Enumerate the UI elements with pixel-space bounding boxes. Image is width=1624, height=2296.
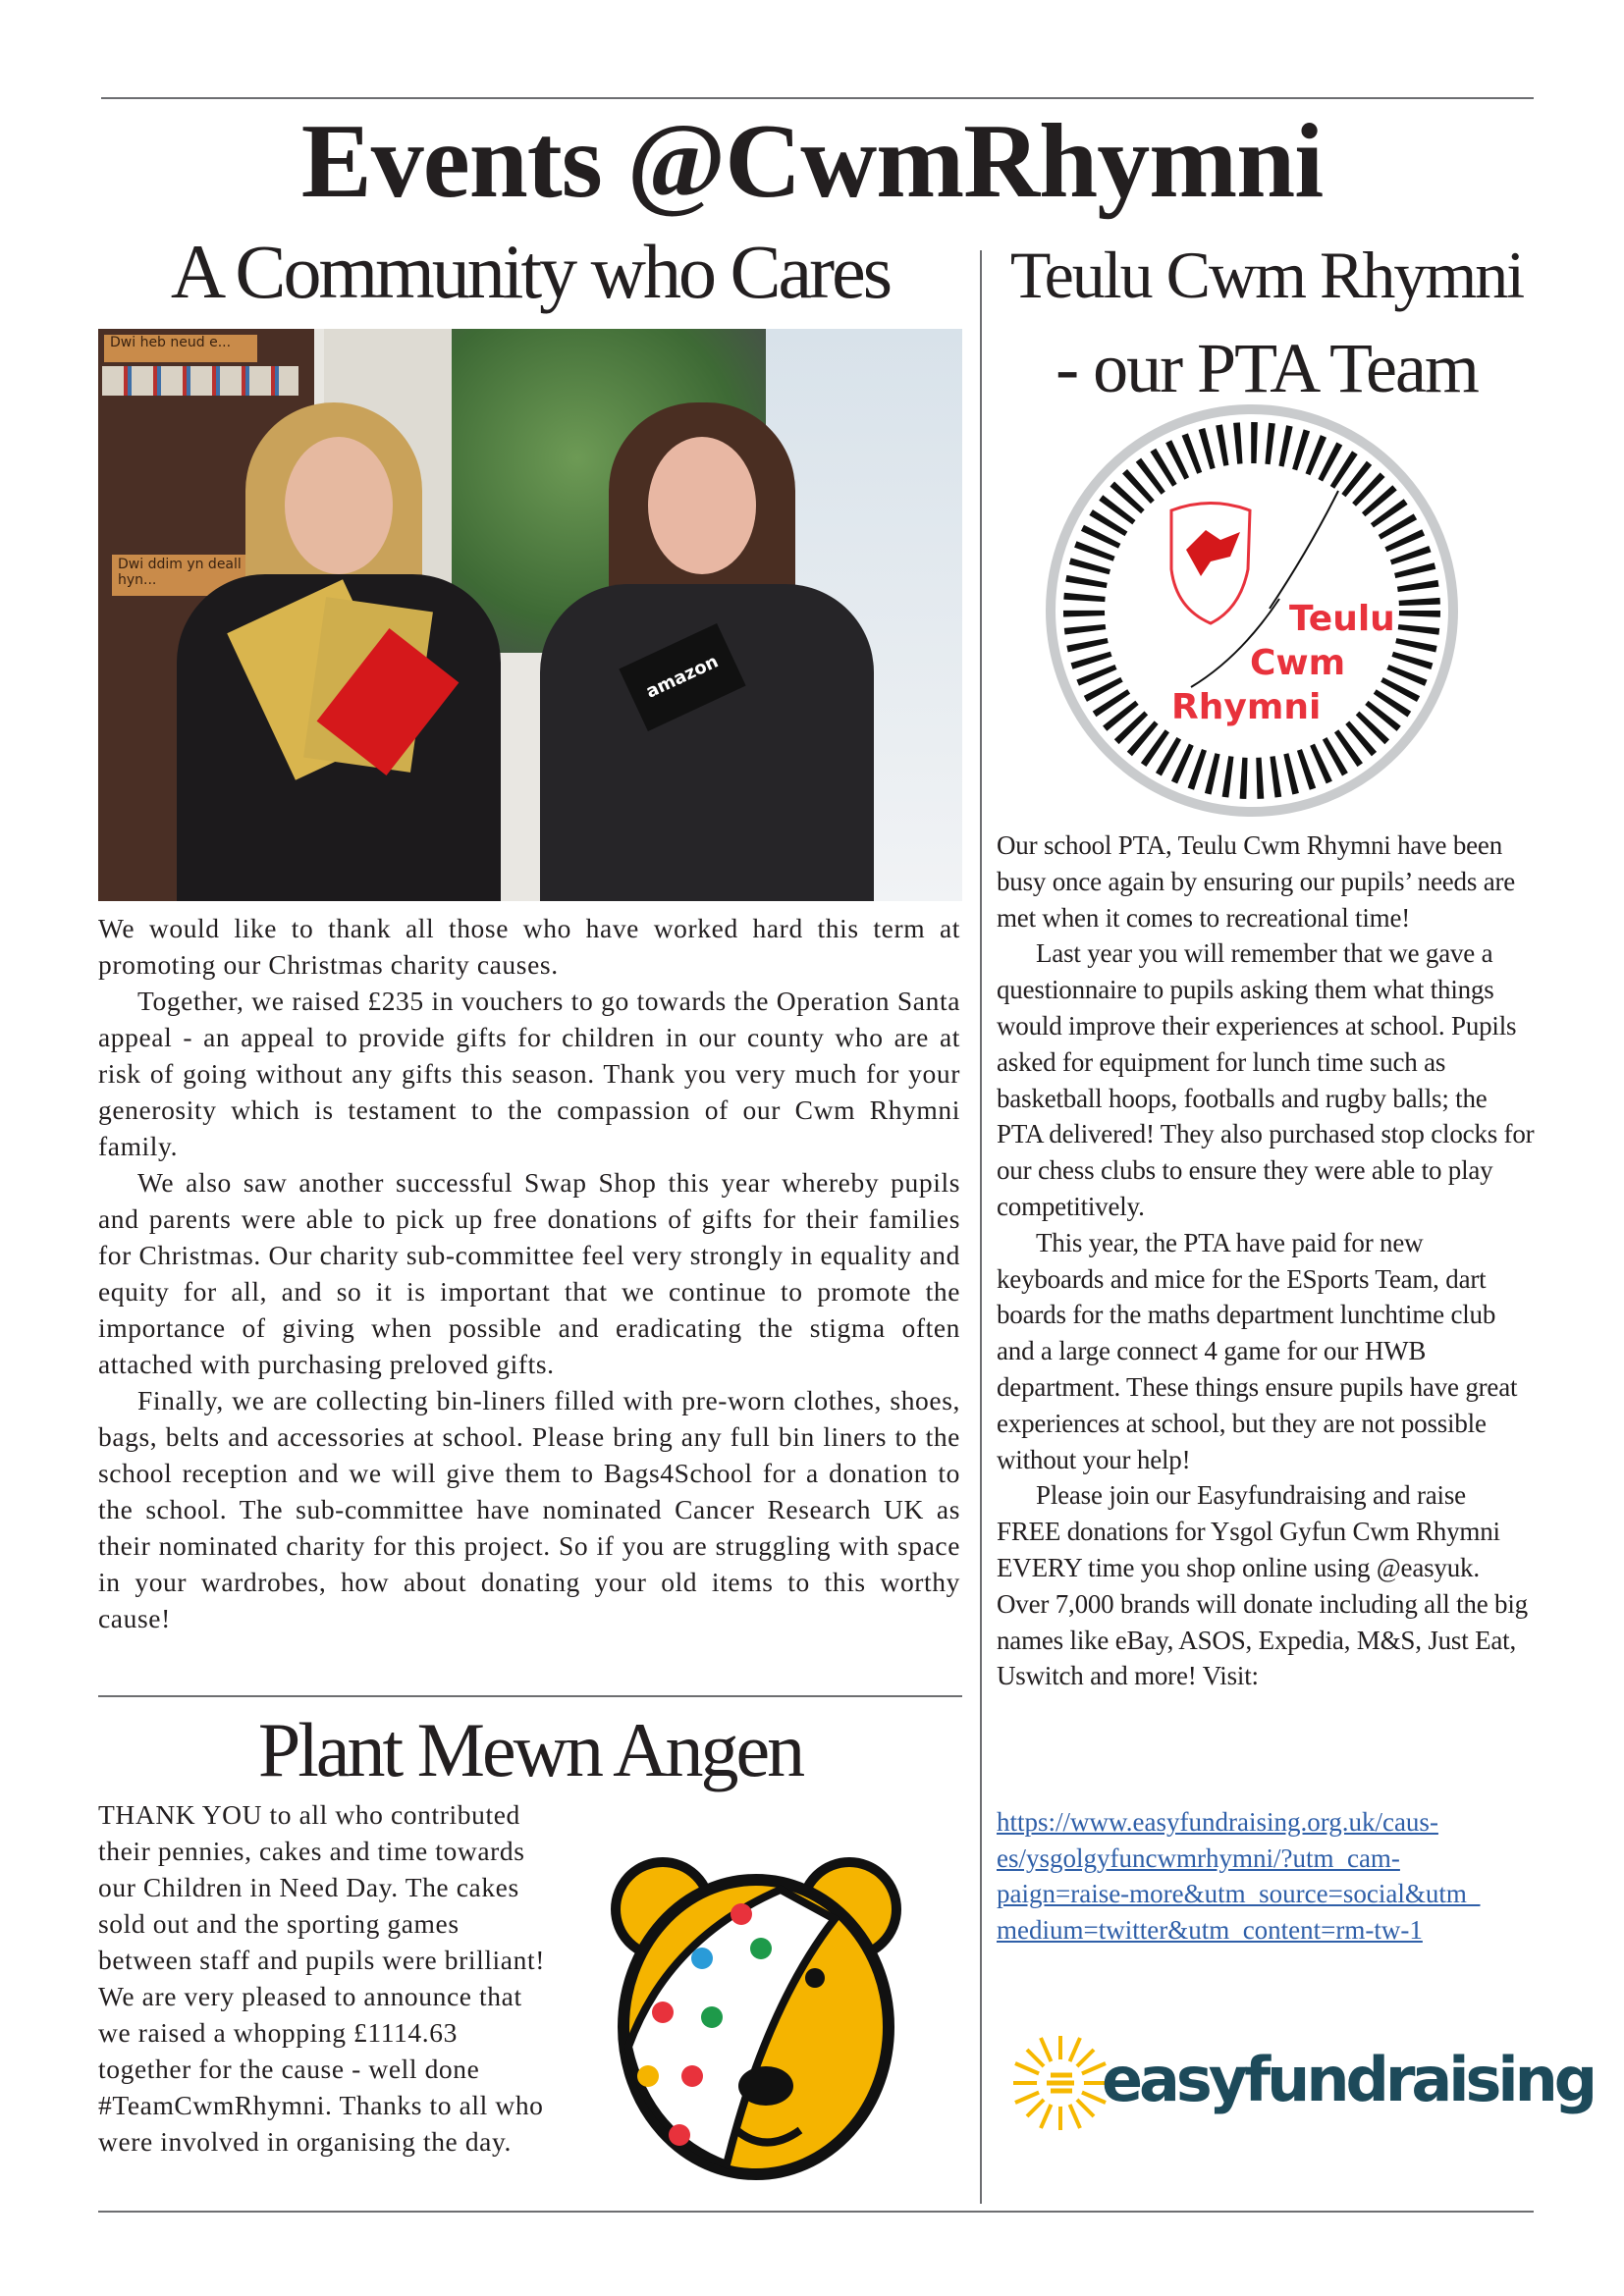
charity-photo bbox=[98, 329, 962, 901]
paragraph: Together, we raised £235 in vouchers to go towards the Operation Santa appeal - an appeal to provide gifts for children in our county who are at risk of going without any gifts this season. Thank you very much for your generosity which is testament to the compassion of our Cwm Rhymni family. bbox=[98, 986, 960, 1161]
photo-sign: Dwi heb neud e... bbox=[104, 335, 257, 362]
logo-text: Cwm bbox=[1250, 643, 1346, 683]
paragraph: We would like to thank all those who have worked hard this term at promoting our Christmas charity causes. bbox=[98, 913, 960, 980]
paragraph: Please join our Easyfundraising and raise FREE donations for Ysgol Gyfun Cwm Rhymni EVERY time you shop online using @easyuk. Over 7,000 brands will donate including all the big names like eBay, ASOS, Expedia, M&S, Just Eat, Uswitch and more! Visit: bbox=[997, 1480, 1528, 1691]
community-article bbox=[98, 910, 960, 1636]
paragraph: Last year you will remember that we gave a questionnaire to pupils asking them what things would improve their experiences at school. Pupils asked for equipment for lunch time such as basketball hoops, footballs and rugby balls; the PTA delivered! They also purchased stop clocks for our chess clubs to ensure they were able to play competitively. bbox=[997, 938, 1535, 1221]
pta-heading-line2: - our PTA Team bbox=[1056, 329, 1478, 407]
gift-card-label: amazon bbox=[619, 623, 745, 731]
paragraph: We also saw another successful Swap Shop this year whereby pupils and parents were able to pick up free donations of gifts for their families for Christmas. Our charity sub-committee feel very strongly in equality and equity for all, and so it is important that we continue to promote the importance of giving when possible and eradicating the stigma often attached with purchasing preloved gifts. bbox=[98, 1167, 960, 1379]
link-line: medium=twitter&utm_content=rm-tw-1 bbox=[997, 1914, 1423, 1945]
easyfundraising-link[interactable] bbox=[997, 1804, 1546, 1948]
pta-logo bbox=[1044, 402, 1461, 820]
paragraph: Our school PTA, Teulu Cwm Rhymni have been busy once again by ensuring our pupils’ needs are met when it comes to recreational time! bbox=[997, 830, 1516, 933]
community-heading: A Community who Cares bbox=[170, 229, 891, 314]
link-line: es/ysgolgyfuncwmrhymni/?utm_cam- bbox=[997, 1842, 1400, 1873]
pta-heading-line1: Teulu Cwm Rhymni bbox=[1009, 238, 1524, 312]
logo-text: Teulu bbox=[1289, 599, 1395, 639]
page-title: Events @CwmRhymni bbox=[300, 103, 1324, 220]
link-line: paign=raise-more&utm_source=social&utm_ bbox=[997, 1879, 1481, 1908]
children-in-need-heading: Plant Mewn Angen bbox=[257, 1707, 803, 1792]
sun-icon bbox=[1011, 2034, 1110, 2132]
logo-text: Rhymni bbox=[1171, 687, 1322, 727]
pta-article bbox=[997, 828, 1535, 1694]
pudsey-bear-icon bbox=[609, 1850, 903, 2184]
paragraph: This year, the PTA have paid for new keyboards and mice for the ESports Team, dart boards for the maths department lunchtime club and a large connect 4 game for our HWB department. These things ensure pupils have great experiences at school, but they are not possible without your help! bbox=[997, 1227, 1518, 1474]
section-rule bbox=[98, 1695, 962, 1697]
brand-name: easyfundraising bbox=[1102, 2044, 1595, 2115]
photo-sign: Dwi ddim yn deall hyn... bbox=[112, 555, 269, 596]
bottom-rule bbox=[98, 2211, 1534, 2213]
easyfundraising-logo bbox=[1011, 2032, 1595, 2140]
children-in-need-text: THANK YOU to all who contributed their pennies, cakes and time towards our Children in Need Day. The cakes sold out and the sporting games between staff and pupils were brilliant! We are very pleased to announce that we raised a whopping £1114.63 together for the cause - well done #TeamCwmRhymni. Thanks to all who were involved in organising the day. bbox=[98, 1799, 545, 2157]
paragraph: Finally, we are collecting bin-liners filled with pre-worn clothes, shoes, bags, belts and accessories at school. Please bring any full bin liners to the school reception and we will give them to Bags4School for a donation to the school. The sub-committee have nominated Cancer Research UK as their nominated charity for this project. So if you are struggling with space in your wardrobes, how about donating your old items to this worthy cause! bbox=[98, 1385, 960, 1633]
link-line: https://www.easyfundraising.org.uk/caus- bbox=[997, 1807, 1438, 1837]
column-divider bbox=[980, 250, 982, 2204]
